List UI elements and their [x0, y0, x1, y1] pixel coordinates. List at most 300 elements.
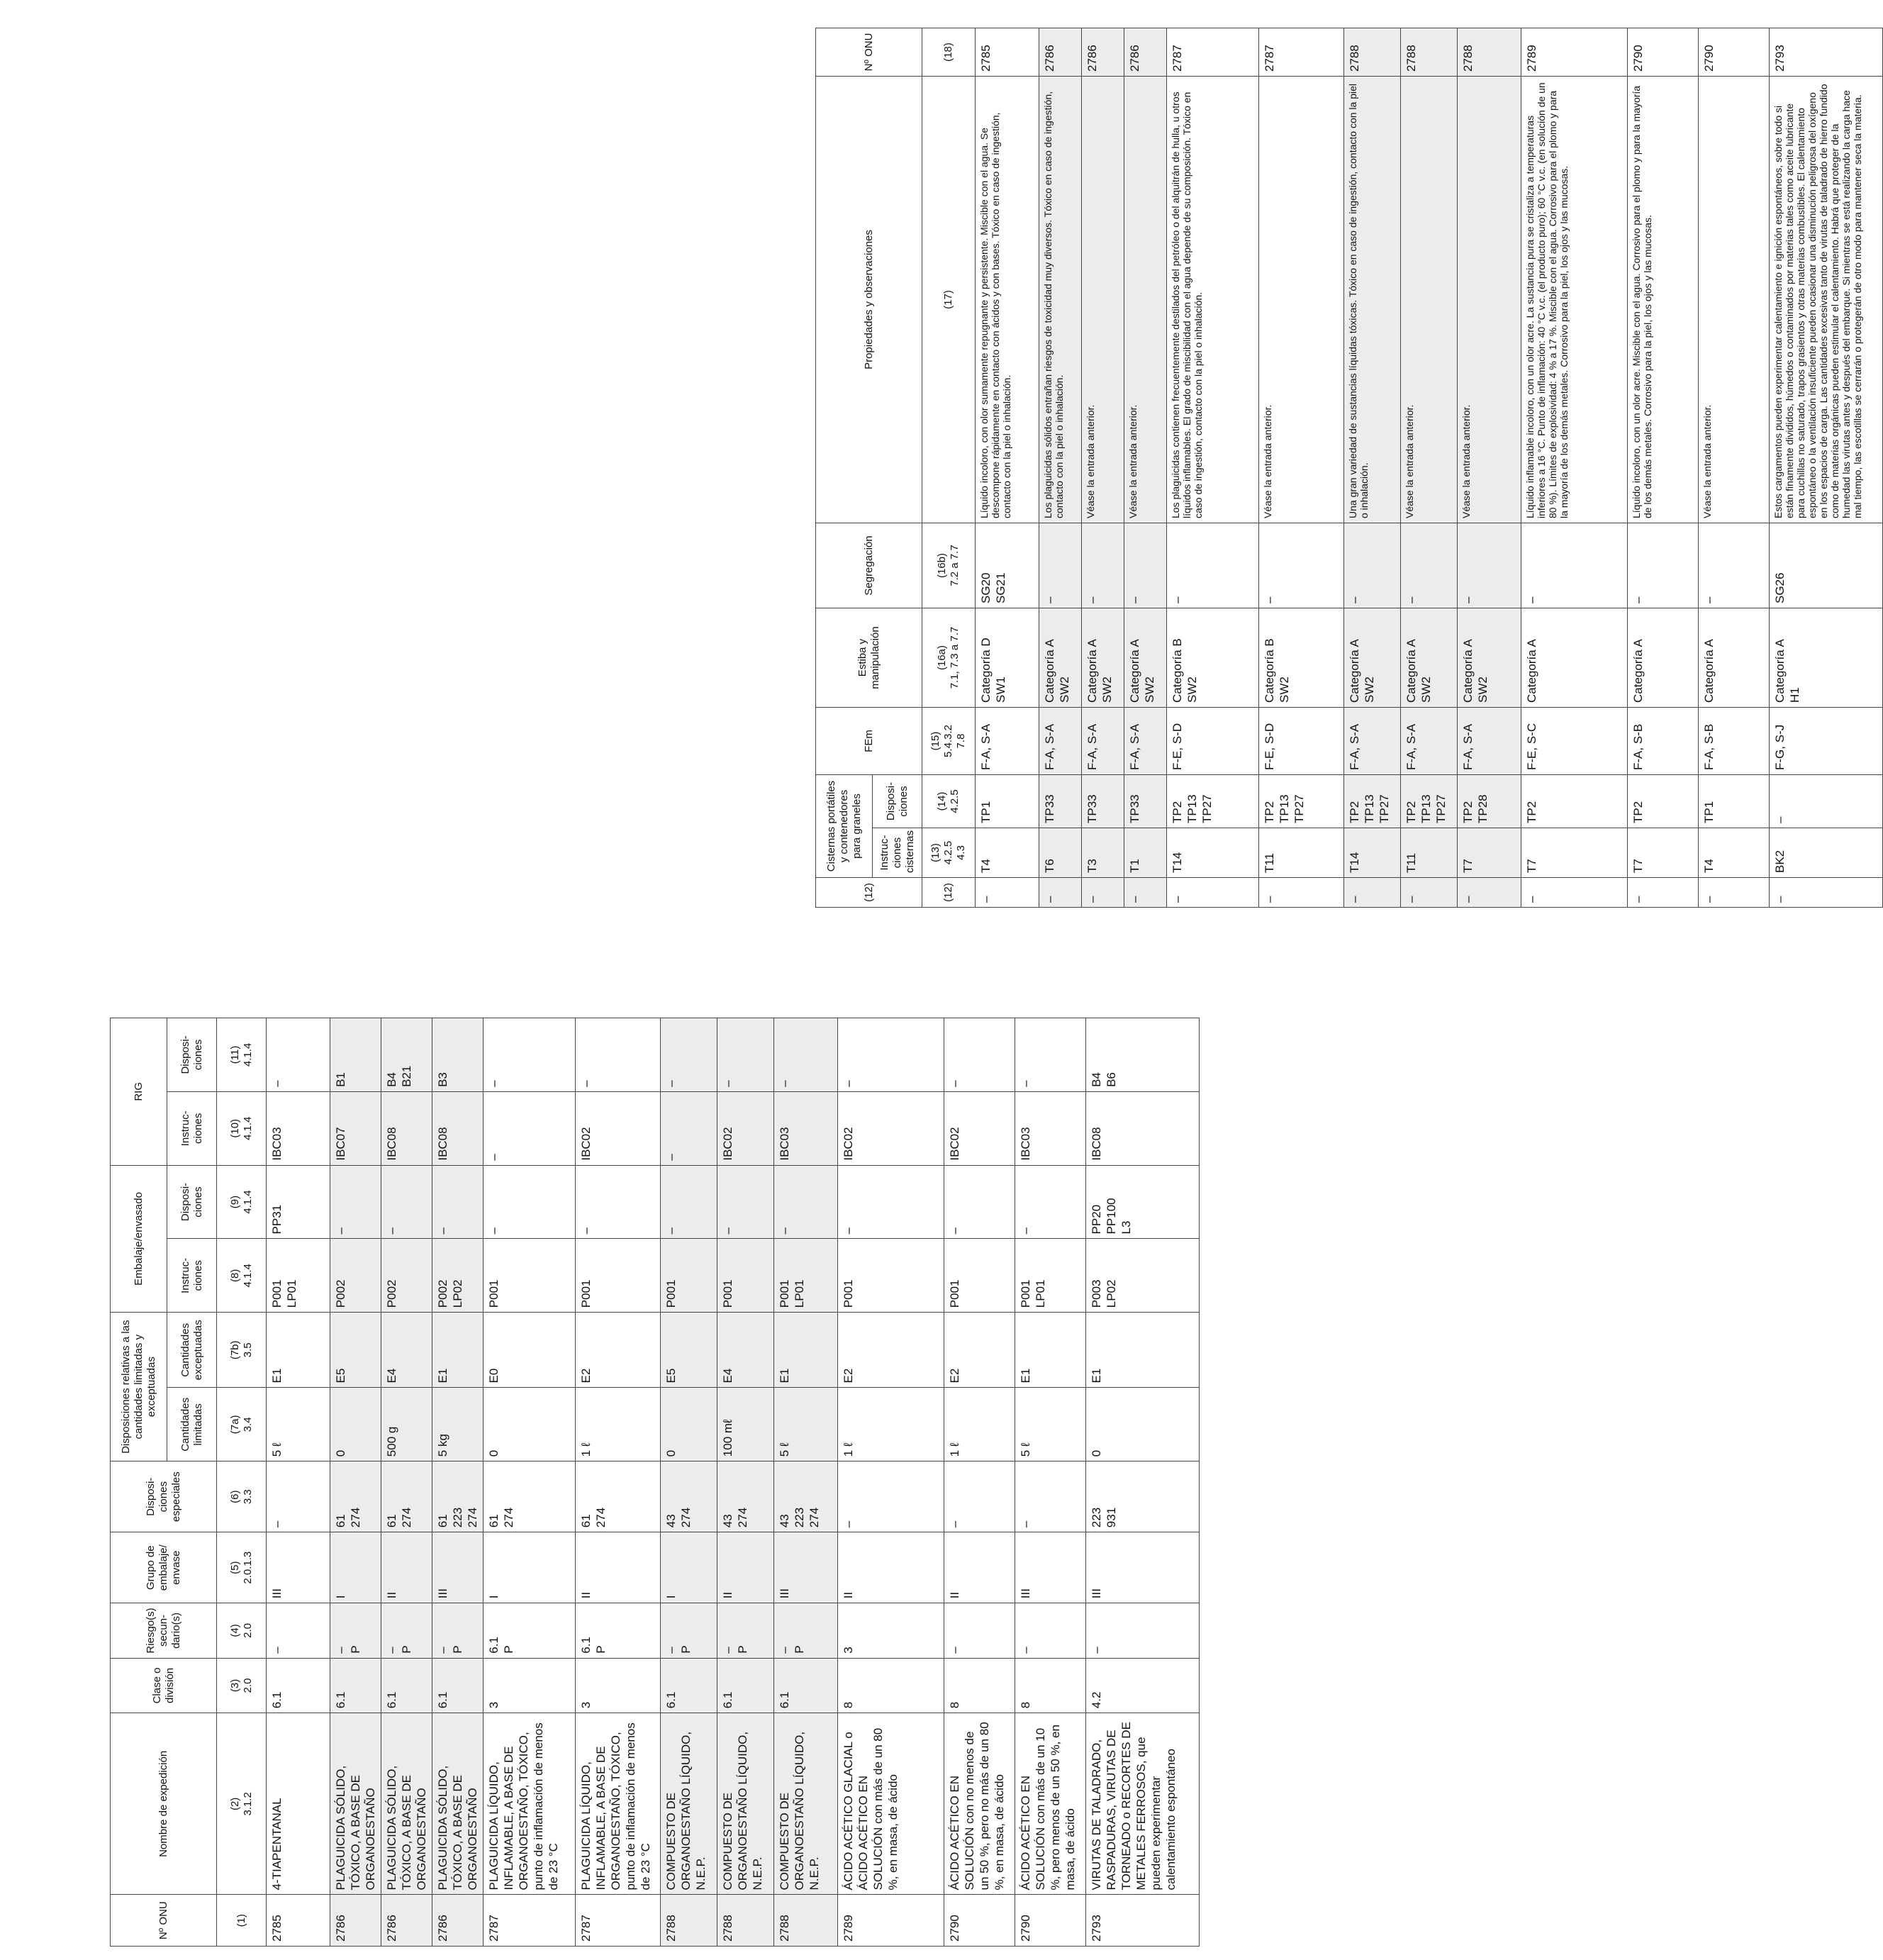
class-cell: 6.1 — [381, 1658, 432, 1713]
class-cell: 6.1 — [774, 1658, 838, 1713]
packing-instruction-cell: P001 — [484, 1239, 576, 1313]
un-number-cell: 2790 — [944, 1895, 1015, 1947]
un-number-cell: 2786 — [1082, 28, 1124, 77]
subsidiary-risk-cell: – P — [661, 1603, 717, 1659]
table-row — [1167, 28, 1259, 908]
un-number-cell: 2787 — [1167, 28, 1259, 77]
special-provisions-cell: – — [1015, 1461, 1086, 1532]
ref-col-17: (17) — [922, 77, 976, 523]
table-row — [1699, 28, 1770, 908]
packing-group-cell: III — [432, 1532, 484, 1603]
un-number-cell: 2793 — [1086, 1895, 1200, 1947]
ref-col-4: (4) 2.0 — [217, 1603, 267, 1659]
ibc-provision-cell: – — [661, 1018, 717, 1092]
un-number-cell: 2786 — [432, 1895, 484, 1947]
stowage-cell: Categoría B SW2 — [1259, 608, 1344, 708]
col12-cell: – — [1124, 878, 1167, 908]
subsidiary-risk-cell: 6.1 P — [576, 1603, 661, 1659]
right-table-body — [976, 28, 1883, 908]
tank-instruction-cell: T7 — [1458, 828, 1521, 878]
shipping-name-cell: PLAGUICIDA SÓLIDO, TÓXICO, A BASE DE ORGANOESTAÑO — [432, 1713, 484, 1895]
packing-instruction-cell: P001 LP01 — [1015, 1239, 1086, 1313]
un-number-cell: 2790 — [1628, 28, 1699, 77]
un-number-cell: 2789 — [1521, 28, 1628, 77]
special-provisions-cell: 61 274 — [576, 1461, 661, 1532]
stowage-cell: Categoría A SW2 — [1039, 608, 1082, 708]
tank-provision-cell: TP2 TP13 TP27 — [1401, 775, 1458, 828]
special-provisions-cell: – — [944, 1461, 1015, 1532]
packing-instruction-cell: P001 — [944, 1239, 1015, 1313]
excepted-quantity-cell: E1 — [1015, 1313, 1086, 1388]
ibc-instruction-cell: IBC02 — [717, 1091, 774, 1165]
ibc-instruction-cell: IBC07 — [330, 1091, 381, 1165]
segregation-cell: – — [1124, 523, 1167, 608]
packing-provision-cell: – — [432, 1165, 484, 1239]
shipping-name-cell: 4-TIAPENTANAL — [267, 1713, 330, 1895]
packing-provision-cell: – — [944, 1165, 1015, 1239]
properties-cell: Los plaguicidas sólidos entrañan riesgos de toxicidad muy diversos. Tóxico en caso de ingestión, contacto con la piel o inhalación. — [1039, 77, 1082, 523]
packing-provision-cell: – — [484, 1165, 576, 1239]
header-tank-provisions: Disposi- ciones — [873, 775, 922, 828]
ems-cell: F-E, S-D — [1259, 708, 1344, 775]
ibc-instruction-cell: IBC02 — [838, 1091, 944, 1165]
packing-provision-cell: – — [717, 1165, 774, 1239]
ref-col-1: (1) — [217, 1895, 267, 1947]
shipping-name-cell: PLAGUICIDA SÓLIDO, TÓXICO, A BASE DE ORGANOESTAÑO — [381, 1713, 432, 1895]
table-row — [838, 1018, 944, 1947]
special-provisions-cell: 43 223 274 — [774, 1461, 838, 1532]
ibc-instruction-cell: IBC02 — [576, 1091, 661, 1165]
table-row — [944, 1018, 1015, 1947]
un-number-cell: 2786 — [381, 1895, 432, 1947]
limited-quantity-cell: 5 kg — [432, 1388, 484, 1461]
packing-instruction-cell: P001 — [661, 1239, 717, 1313]
subsidiary-risk-cell: – — [267, 1603, 330, 1659]
packing-group-cell: III — [1086, 1532, 1200, 1603]
segregation-cell: – — [1167, 523, 1259, 608]
col12-cell: – — [1039, 878, 1082, 908]
header-un-number-right: Nº ONU — [816, 28, 922, 77]
shipping-name-cell: PLAGUICIDA SÓLIDO, TÓXICO, A BASE DE ORGANOESTAÑO — [330, 1713, 381, 1895]
ems-cell: F-A, S-A — [1344, 708, 1401, 775]
segregation-cell: SG20 SG21 — [976, 523, 1039, 608]
limited-quantity-cell: 100 mℓ — [717, 1388, 774, 1461]
class-cell: 8 — [1015, 1658, 1086, 1713]
special-provisions-cell: 61 274 — [381, 1461, 432, 1532]
segregation-cell: – — [1458, 523, 1521, 608]
packing-group-cell: II — [944, 1532, 1015, 1603]
header-packing-instructions: Instruc- ciones — [167, 1239, 217, 1313]
table-row — [717, 1018, 774, 1947]
packing-group-cell: I — [661, 1532, 717, 1603]
ibc-instruction-cell: IBC02 — [944, 1091, 1015, 1165]
excepted-quantity-cell: E2 — [576, 1313, 661, 1388]
dangerous-goods-table-right — [815, 28, 1883, 908]
tank-instruction-cell: T7 — [1521, 828, 1628, 878]
table-row — [484, 1018, 576, 1947]
ems-cell: F-A, S-A — [1124, 708, 1167, 775]
packing-instruction-cell: P001 — [838, 1239, 944, 1313]
limited-quantity-cell: 0 — [484, 1388, 576, 1461]
properties-cell: Líquido incoloro, con olor sumamente repugnante y persistente. Miscible con el agua. Se descompone rápidamente en contacto con ácidos y con bases. Tóxico en caso de ingestión, contacto con la piel o inhalación. — [976, 77, 1039, 523]
col12-cell: – — [1167, 878, 1259, 908]
table-row — [1124, 28, 1167, 908]
properties-cell: Líquido incoloro, con un olor acre. Miscible con el agua. Corrosivo para el plomo y para la mayoría de los demás metales. Corrosivo para la piel, los ojos y las mucosas. — [1628, 77, 1699, 523]
ref-col-12: (12) — [922, 878, 976, 908]
col12-cell: – — [1082, 878, 1124, 908]
un-number-cell: 2790 — [1699, 28, 1770, 77]
tank-instruction-cell: BK2 — [1770, 828, 1883, 878]
header-subsidiary-risk: Riesgo(s) secun- dario(s) — [111, 1603, 217, 1659]
stowage-cell: Categoría D SW1 — [976, 608, 1039, 708]
excepted-quantity-cell: E4 — [381, 1313, 432, 1388]
segregation-cell: – — [1259, 523, 1344, 608]
excepted-quantity-cell: E2 — [944, 1313, 1015, 1388]
tank-instruction-cell: T7 — [1628, 828, 1699, 878]
ems-cell: F-E, S-C — [1521, 708, 1628, 775]
shipping-name-cell: PLAGUICIDA LÍQUIDO, INFLAMABLE, A BASE DE ORGANOESTAÑO, TÓXICO, punto de inflamación de menos de 23 °C — [484, 1713, 576, 1895]
ibc-provision-cell: B3 — [432, 1018, 484, 1092]
limited-quantity-cell: 1 ℓ — [576, 1388, 661, 1461]
ref-col-5: (5) 2.0.1.3 — [217, 1532, 267, 1603]
ems-cell: F-A, S-A — [1082, 708, 1124, 775]
left-table-body — [267, 1018, 1200, 1947]
table-row — [381, 1018, 432, 1947]
ref-col-16b: (16b) 7.2 a 7.7 — [922, 523, 976, 608]
ibc-provision-cell: – — [576, 1018, 661, 1092]
un-number-cell: 2786 — [1124, 28, 1167, 77]
un-number-cell: 2786 — [330, 1895, 381, 1947]
properties-cell: Véase la entrada anterior. — [1259, 77, 1344, 523]
limited-quantity-cell: 5 ℓ — [1015, 1388, 1086, 1461]
excepted-quantity-cell: E1 — [774, 1313, 838, 1388]
stowage-cell: Categoría B SW2 — [1167, 608, 1259, 708]
ibc-instruction-cell: IBC08 — [1086, 1091, 1200, 1165]
header-packing: Embalaje/envasado — [111, 1165, 167, 1313]
header-packing-provisions: Disposi- ciones — [167, 1165, 217, 1239]
class-cell: 3 — [576, 1658, 661, 1713]
subsidiary-risk-cell: – — [944, 1603, 1015, 1659]
packing-instruction-cell: P002 LP02 — [432, 1239, 484, 1313]
table-row — [976, 28, 1039, 908]
packing-group-cell: II — [576, 1532, 661, 1603]
header-class: Clase o división — [111, 1658, 217, 1713]
packing-instruction-cell: P003 LP02 — [1086, 1239, 1200, 1313]
ems-cell: F-A, S-A — [1458, 708, 1521, 775]
col12-cell: – — [1628, 878, 1699, 908]
excepted-quantity-cell: E0 — [484, 1313, 576, 1388]
un-number-cell: 2793 — [1770, 28, 1883, 77]
table-row — [1521, 28, 1628, 908]
un-number-cell: 2788 — [717, 1895, 774, 1947]
ref-col-11: (11) 4.1.4 — [217, 1018, 267, 1092]
tank-provision-cell: TP2 — [1628, 775, 1699, 828]
properties-cell: Véase la entrada anterior. — [1699, 77, 1770, 523]
stowage-cell: Categoría A — [1628, 608, 1699, 708]
limited-quantity-cell: 500 g — [381, 1388, 432, 1461]
ems-cell: F-A, S-B — [1699, 708, 1770, 775]
tank-provision-cell: TP33 — [1124, 775, 1167, 828]
stowage-cell: Categoría A — [1521, 608, 1628, 708]
header-un-number: Nº ONU — [111, 1895, 217, 1947]
tank-instruction-cell: T6 — [1039, 828, 1082, 878]
ref-col-3: (3) 2.0 — [217, 1658, 267, 1713]
limited-quantity-cell: 5 ℓ — [267, 1388, 330, 1461]
packing-instruction-cell: P002 — [330, 1239, 381, 1313]
stowage-cell: Categoría A SW2 — [1344, 608, 1401, 708]
tank-provision-cell: TP33 — [1039, 775, 1082, 828]
ref-col-18: (18) — [922, 28, 976, 77]
ems-cell: F-A, S-A — [1039, 708, 1082, 775]
header-stowage: Estiba y manipulación — [816, 608, 922, 708]
col12-cell: – — [1699, 878, 1770, 908]
ibc-provision-cell: – — [267, 1018, 330, 1092]
header-tank-instructions: Instruc- ciones cisternas — [873, 828, 922, 878]
shipping-name-cell: PLAGUICIDA LÍQUIDO, INFLAMABLE, A BASE DE ORGANOESTAÑO, TÓXICO, punto de inflamación de menos de 23 °C — [576, 1713, 661, 1895]
ref-col-6: (6) 3.3 — [217, 1461, 267, 1532]
dangerous-goods-list-part-1 — [110, 1018, 1200, 1947]
table-row — [576, 1018, 661, 1947]
tank-provision-cell: TP1 — [1699, 775, 1770, 828]
header-special-provisions: Disposi- ciones especiales — [111, 1461, 217, 1532]
properties-cell: Véase la entrada anterior. — [1124, 77, 1167, 523]
special-provisions-cell: 61 223 274 — [432, 1461, 484, 1532]
header-portable-tanks: Cisternas portátiles y contenedores para graneles — [816, 775, 873, 878]
ibc-instruction-cell: IBC03 — [267, 1091, 330, 1165]
dangerous-goods-table-left — [110, 1018, 1200, 1947]
un-number-cell: 2785 — [976, 28, 1039, 77]
header-properties: Propiedades y observaciones — [816, 77, 922, 523]
un-number-cell: 2788 — [1458, 28, 1521, 77]
tank-instruction-cell: T11 — [1401, 828, 1458, 878]
shipping-name-cell: ÁCIDO ACÉTICO EN SOLUCIÓN con no menos de un 50 %, pero no más de un 80 %, en masa, de ácido — [944, 1713, 1015, 1895]
properties-cell: Véase la entrada anterior. — [1401, 77, 1458, 523]
ref-col-7a: (7a) 3.4 — [217, 1388, 267, 1461]
ibc-instruction-cell: IBC03 — [1015, 1091, 1086, 1165]
excepted-quantity-cell: E5 — [330, 1313, 381, 1388]
table-row — [1086, 1018, 1200, 1947]
table-row — [1344, 28, 1401, 908]
ems-cell: F-A, S-A — [976, 708, 1039, 775]
ref-col-10: (10) 4.1.4 — [217, 1091, 267, 1165]
ibc-provision-cell: – — [717, 1018, 774, 1092]
subsidiary-risk-cell: – P — [432, 1603, 484, 1659]
ibc-provision-cell: – — [944, 1018, 1015, 1092]
limited-quantity-cell: 0 — [1086, 1388, 1200, 1461]
ref-col-8: (8) 4.1.4 — [217, 1239, 267, 1313]
ibc-provision-cell: – — [484, 1018, 576, 1092]
subsidiary-risk-cell: 3 — [838, 1603, 944, 1659]
subsidiary-risk-cell: – P — [717, 1603, 774, 1659]
excepted-quantity-cell: E1 — [267, 1313, 330, 1388]
un-number-cell: 2790 — [1015, 1895, 1086, 1947]
packing-instruction-cell: P001 — [717, 1239, 774, 1313]
packing-provision-cell: – — [381, 1165, 432, 1239]
shipping-name-cell: VIRUTAS DE TALADRADO, RASPADURAS, VIRUTAS DE TORNEADO o RECORTES DE METALES FERROSOS, que pueden experimentar calentamiento espontáneo — [1086, 1713, 1200, 1895]
ibc-provision-cell: B4 B21 — [381, 1018, 432, 1092]
subsidiary-risk-cell: – P — [330, 1603, 381, 1659]
class-cell: 3 — [484, 1658, 576, 1713]
table-row — [1015, 1018, 1086, 1947]
packing-provision-cell: – — [838, 1165, 944, 1239]
packing-provision-cell: – — [1015, 1165, 1086, 1239]
header-ibc-instructions: Instruc- ciones — [167, 1091, 217, 1165]
ibc-provision-cell: – — [838, 1018, 944, 1092]
class-cell: 6.1 — [267, 1658, 330, 1713]
header-shipping-name: Nombre de expedición — [111, 1713, 217, 1895]
header-segregation: Segregación — [816, 523, 922, 608]
col12-cell: – — [1401, 878, 1458, 908]
packing-group-cell: III — [267, 1532, 330, 1603]
table-row — [1770, 28, 1883, 908]
tank-provision-cell: TP2 TP13 TP27 — [1344, 775, 1401, 828]
table-row — [1458, 28, 1521, 908]
ibc-instruction-cell: – — [661, 1091, 717, 1165]
packing-instruction-cell: P002 — [381, 1239, 432, 1313]
packing-group-cell: II — [838, 1532, 944, 1603]
un-number-cell: 2788 — [1401, 28, 1458, 77]
tank-provision-cell: TP2 — [1521, 775, 1628, 828]
special-provisions-cell: – — [838, 1461, 944, 1532]
tank-instruction-cell: T4 — [1699, 828, 1770, 878]
segregation-cell: – — [1521, 523, 1628, 608]
ibc-provision-cell: – — [774, 1018, 838, 1092]
table-row — [1259, 28, 1344, 908]
ref-col-15: (15) 5.4.3.2 7.8 — [922, 708, 976, 775]
header-packing-group: Grupo de embalaje/ envase — [111, 1532, 217, 1603]
tank-provision-cell: – — [1770, 775, 1883, 828]
properties-cell: Véase la entrada anterior. — [1458, 77, 1521, 523]
special-provisions-cell: 223 931 — [1086, 1461, 1200, 1532]
ibc-instruction-cell: – — [484, 1091, 576, 1165]
stowage-cell: Categoría A SW2 — [1082, 608, 1124, 708]
ems-cell: F-A, S-A — [1401, 708, 1458, 775]
tank-provision-cell: TP2 TP13 TP27 — [1259, 775, 1344, 828]
tank-instruction-cell: T4 — [976, 828, 1039, 878]
segregation-cell: – — [1344, 523, 1401, 608]
packing-provision-cell: – — [330, 1165, 381, 1239]
stowage-cell: Categoría A H1 — [1770, 608, 1883, 708]
special-provisions-cell: 43 274 — [717, 1461, 774, 1532]
properties-cell: Los plaguicidas contienen frecuentemente destilados del petróleo o del alquitrán de hulla, u otros líquidos inflamables. El grado de miscibilidad con el agua depende de su composición. Tóxico en caso de ingestión, contacto con la piel o inhalación. — [1167, 77, 1259, 523]
limited-quantity-cell: 1 ℓ — [838, 1388, 944, 1461]
tank-instruction-cell: T3 — [1082, 828, 1124, 878]
ref-col-9: (9) 4.1.4 — [217, 1165, 267, 1239]
un-number-cell: 2786 — [1039, 28, 1082, 77]
header-ibc: RIG — [111, 1018, 167, 1166]
col12-cell: – — [1458, 878, 1521, 908]
ibc-instruction-cell: IBC08 — [432, 1091, 484, 1165]
ref-col-16a: (16a) 7.1, 7.3 a 7.7 — [922, 608, 976, 708]
shipping-name-cell: COMPUESTO DE ORGANOESTAÑO LÍQUIDO, N.E.P. — [661, 1713, 717, 1895]
shipping-name-cell: ÁCIDO ACÉTICO EN SOLUCIÓN con más de un 10 %, pero menos de un 50 %, en masa, de ácido — [1015, 1713, 1086, 1895]
un-number-cell: 2787 — [576, 1895, 661, 1947]
col12-cell: – — [1259, 878, 1344, 908]
limited-quantity-cell: 1 ℓ — [944, 1388, 1015, 1461]
ref-col-7b: (7b) 3.5 — [217, 1313, 267, 1388]
table-row — [774, 1018, 838, 1947]
stowage-cell: Categoría A SW2 — [1124, 608, 1167, 708]
class-cell: 6.1 — [330, 1658, 381, 1713]
packing-provision-cell: – — [661, 1165, 717, 1239]
packing-group-cell: I — [484, 1532, 576, 1603]
tank-instruction-cell: T14 — [1167, 828, 1259, 878]
tank-instruction-cell: T14 — [1344, 828, 1401, 878]
header-excepted-quantities: Cantidades exceptuadas — [167, 1313, 217, 1388]
ref-col-14: (14) 4.2.5 — [922, 775, 976, 828]
limited-quantity-cell: 0 — [661, 1388, 717, 1461]
table-row — [1401, 28, 1458, 908]
ibc-provision-cell: B1 — [330, 1018, 381, 1092]
subsidiary-risk-cell: – — [1015, 1603, 1086, 1659]
table-row — [330, 1018, 381, 1947]
excepted-quantity-cell: E4 — [717, 1313, 774, 1388]
ibc-instruction-cell: IBC03 — [774, 1091, 838, 1165]
shipping-name-cell: COMPUESTO DE ORGANOESTAÑO LÍQUIDO, N.E.P. — [717, 1713, 774, 1895]
table-row — [1628, 28, 1699, 908]
tank-provision-cell: TP2 TP28 — [1458, 775, 1521, 828]
header-limited-excepted: Disposiciones relativas a las cantidades limitadas y exceptuadas — [111, 1313, 167, 1461]
col12-cell: – — [1521, 878, 1628, 908]
ref-col-13: (13) 4.2.5 4.3 — [922, 828, 976, 878]
tank-instruction-cell: T1 — [1124, 828, 1167, 878]
packing-group-cell: III — [774, 1532, 838, 1603]
segregation-cell: – — [1699, 523, 1770, 608]
subsidiary-risk-cell: – P — [381, 1603, 432, 1659]
un-number-cell: 2787 — [1259, 28, 1344, 77]
class-cell: 6.1 — [661, 1658, 717, 1713]
header-ems: FEm — [816, 708, 922, 775]
ibc-provision-cell: B4 B6 — [1086, 1018, 1200, 1092]
subsidiary-risk-cell: – — [1086, 1603, 1200, 1659]
tank-provision-cell: TP1 — [976, 775, 1039, 828]
ibc-instruction-cell: IBC08 — [381, 1091, 432, 1165]
special-provisions-cell: 61 274 — [484, 1461, 576, 1532]
packing-provision-cell: PP20 PP100 L3 — [1086, 1165, 1200, 1239]
col12-cell: – — [976, 878, 1039, 908]
properties-cell: Una gran variedad de sustancias líquidas tóxicas. Tóxico en caso de ingestión, contacto con la piel o inhalación. — [1344, 77, 1401, 523]
segregation-cell: SG26 — [1770, 523, 1883, 608]
tank-provision-cell: TP33 — [1082, 775, 1124, 828]
table-row — [1039, 28, 1082, 908]
stowage-cell: Categoría A — [1699, 608, 1770, 708]
ems-cell: F-A, S-B — [1628, 708, 1699, 775]
shipping-name-cell: ÁCIDO ACÉTICO GLACIAL o ÁCIDO ACÉTICO EN SOLUCIÓN con más de un 80 %, en masa, de ácido — [838, 1713, 944, 1895]
segregation-cell: – — [1401, 523, 1458, 608]
shipping-name-cell: COMPUESTO DE ORGANOESTAÑO LÍQUIDO, N.E.P. — [774, 1713, 838, 1895]
packing-group-cell: III — [1015, 1532, 1086, 1603]
class-cell: 4.2 — [1086, 1658, 1200, 1713]
packing-group-cell: I — [330, 1532, 381, 1603]
ems-cell: F-G, S-J — [1770, 708, 1883, 775]
subsidiary-risk-cell: 6.1 P — [484, 1603, 576, 1659]
packing-provision-cell: – — [774, 1165, 838, 1239]
packing-instruction-cell: P001 — [576, 1239, 661, 1313]
ems-cell: F-E, S-D — [1167, 708, 1259, 775]
header-limited-quantities: Cantidades limitadas — [167, 1388, 217, 1461]
properties-cell: Estos cargamentos pueden experimentar calentamiento e ignición espontáneos, sobre todo si están finamente divididos, húmedos o contaminados por materias tales como aceite lubricante para cuchillas no saturado, trapos grasientos y otras materias combustibles. El calentamiento espontáneo o la ventilación insuficiente pueden ocasionar una disminución peligrosa del oxígeno en los espacios de carga. Las cantidades excesivas tanto de virutas de taladrado de hierro fundido como de materias orgánicas pueden estimular el calentamiento. Habrá que proteger de la humedad las virutas antes y después del embarque. Si mientras se está realizando la carga hace mal tiempo, las escotillas se cerrarán o protegerán de otro modo para mantener seca la materia. — [1770, 77, 1883, 523]
tank-instruction-cell: T11 — [1259, 828, 1344, 878]
packing-provision-cell: – — [576, 1165, 661, 1239]
segregation-cell: – — [1628, 523, 1699, 608]
header-col-12: (12) — [816, 878, 922, 908]
special-provisions-cell: 43 274 — [661, 1461, 717, 1532]
table-row — [432, 1018, 484, 1947]
un-number-cell: 2788 — [774, 1895, 838, 1947]
properties-cell: Véase la entrada anterior. — [1082, 77, 1124, 523]
special-provisions-cell: 61 274 — [330, 1461, 381, 1532]
col12-cell: – — [1344, 878, 1401, 908]
